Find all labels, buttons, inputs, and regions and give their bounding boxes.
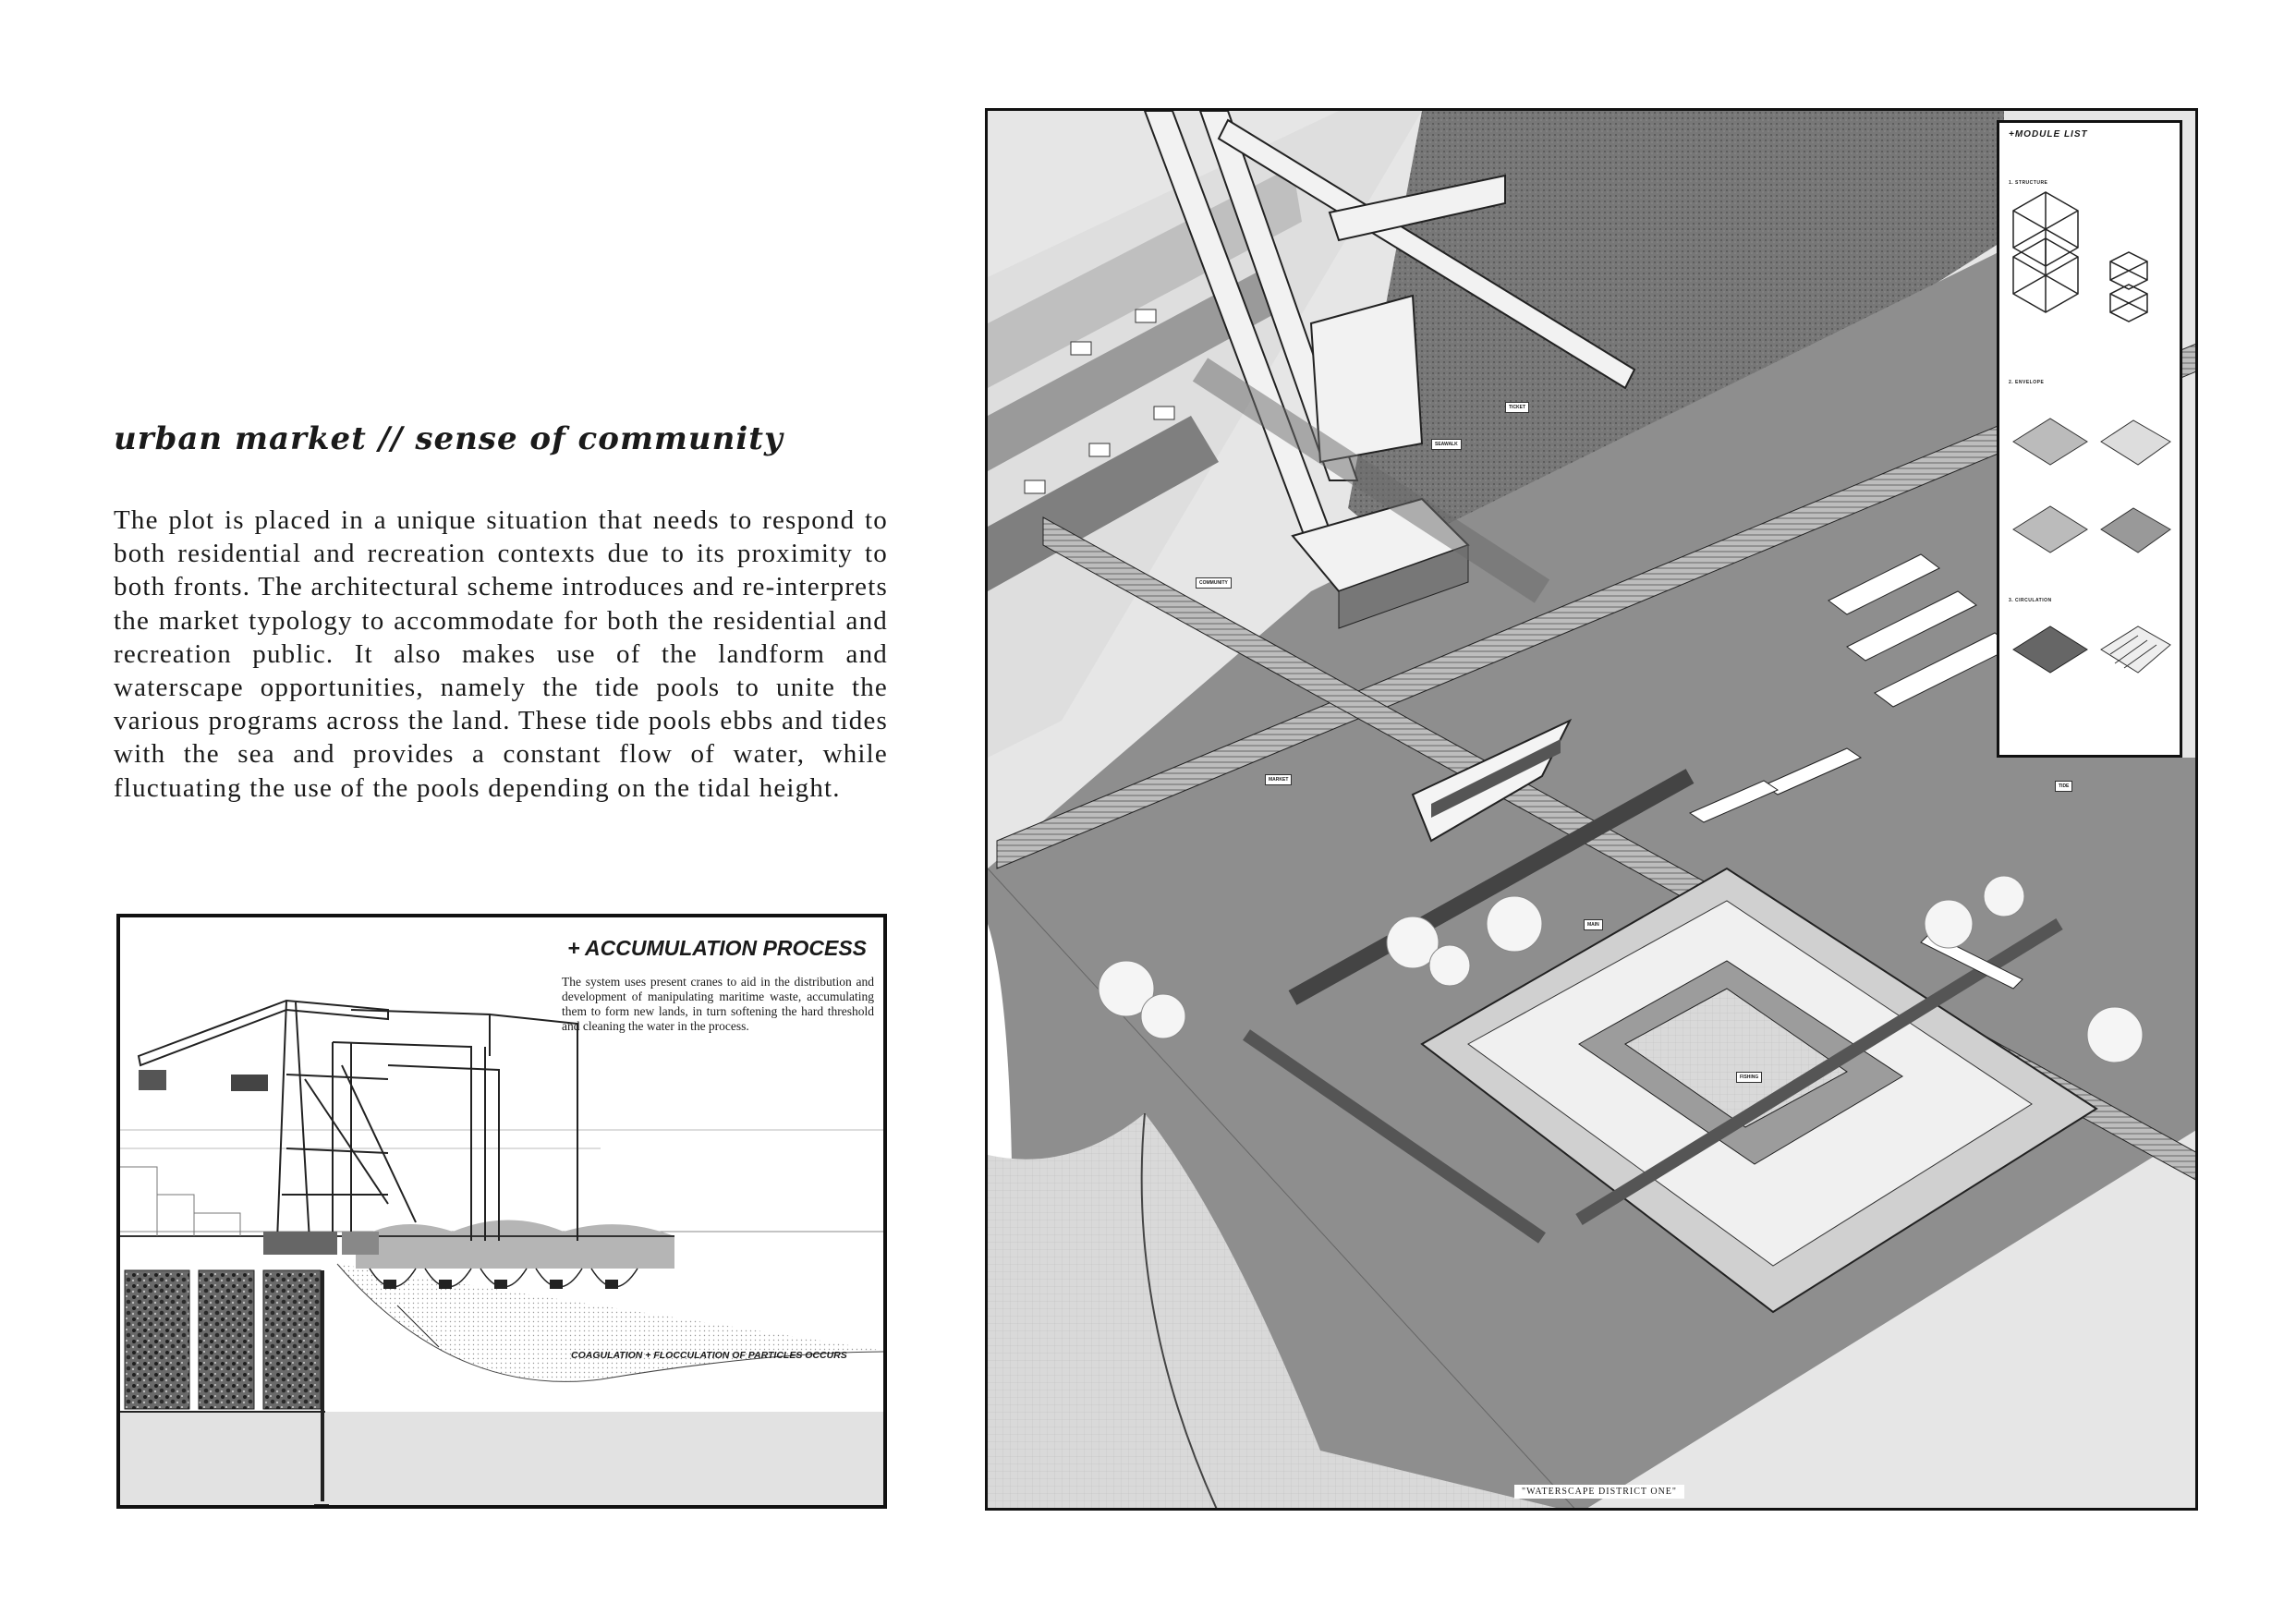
label-tag-community: COMMUNITY [1196, 577, 1232, 589]
accumulation-title: + ACCUMULATION PROCESS [567, 936, 867, 960]
label-tag-seawalk: SEAWALK [1431, 439, 1462, 450]
label-tag-tide: TIDE [2055, 781, 2072, 792]
module-list-title: +MODULE LIST [2009, 129, 2088, 140]
module-section-structure: 1. STRUCTURE [2009, 180, 2048, 186]
accumulation-description: The system uses present cranes to aid in the distribution and development of manipulating maritime waste, accumulating them to form new lands, in turn softening the hard threshold and cleaning the water in the process. [562, 975, 874, 1033]
module-section-envelope: 2. ENVELOPE [2009, 380, 2045, 385]
coagulation-annotation: COAGULATION + FLOCCULATION OF PARTICLES OCCURS [571, 1350, 847, 1361]
description-paragraph: The plot is placed in a unique situation that needs to respond to both residential and recreation contexts due to its proximity to both fronts. The architectural scheme introduces and re-interprets the market typology to accommodate for both the residential and recreation public. It also makes use of the landform and waterscape opportunities, namely the tide pools to unite the various programs across the land. These tide pools ebbs and tides with the sea and provides a constant flow of water, while fluctuating the use of the pools depending on the tidal height. [114, 505, 888, 803]
label-tag-ticket: TICKET [1505, 402, 1529, 413]
module-section-circulation: 3. CIRCULATION [2009, 598, 2052, 603]
label-tag-market: MARKET [1265, 774, 1292, 785]
accumulation-process-panel [116, 914, 887, 1509]
page-heading: urban market // sense of community [114, 420, 784, 457]
label-tag-main: MAIN [1584, 919, 1603, 930]
label-tag-fishing: FISHING [1736, 1072, 1762, 1083]
module-list-drawings [1999, 123, 2185, 760]
drawing-footer-title: "WATERSCAPE DISTRICT ONE" [1514, 1485, 1684, 1499]
module-list-panel [1997, 120, 2182, 758]
axonometric-panel [985, 108, 2198, 1511]
